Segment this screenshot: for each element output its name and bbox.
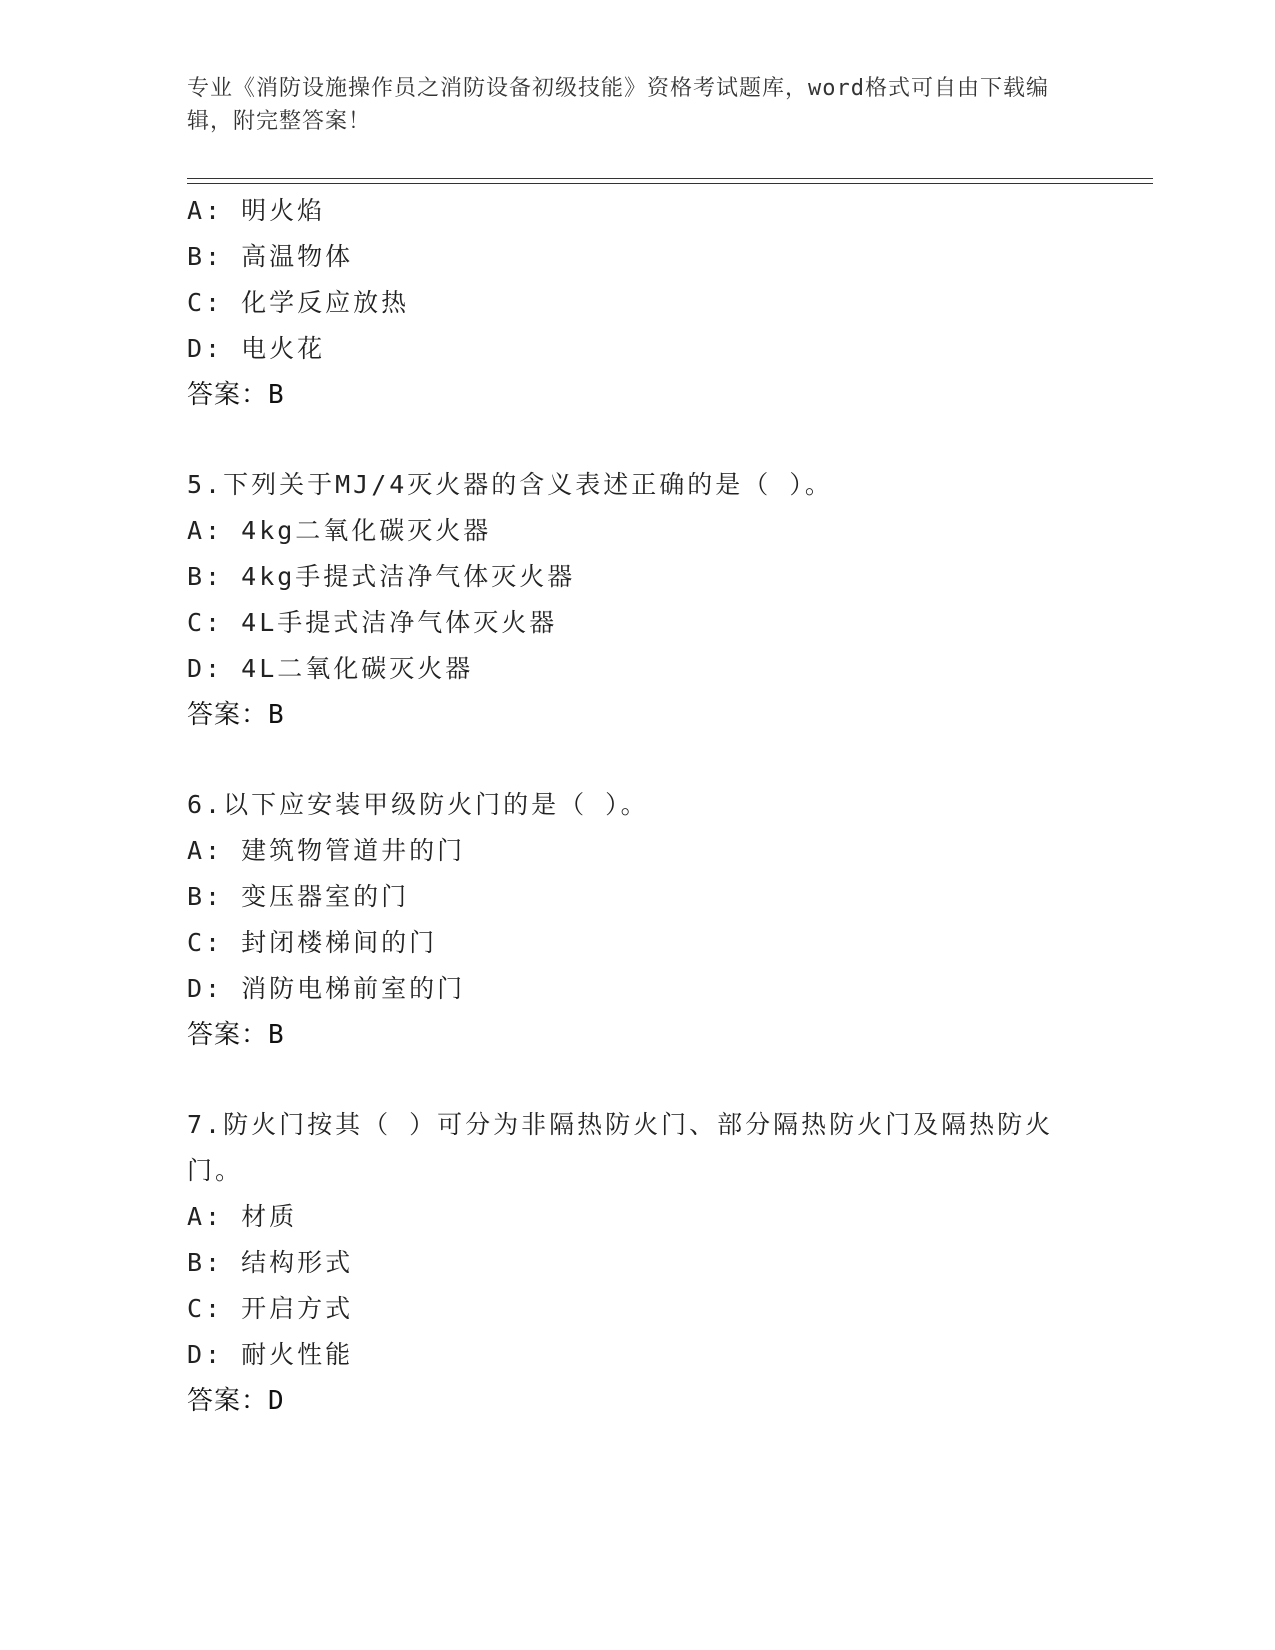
spacer [187, 418, 1087, 462]
question-5-block [187, 462, 1087, 738]
option-b: B: 高温物体 [187, 242, 354, 271]
question-text: 5.下列关于MJ/4灭火器的含义表述正确的是（ ）。 [187, 470, 833, 499]
answer-line: 答案：B [187, 380, 285, 410]
answer-line: 答案：B [187, 700, 285, 730]
document-header: 专业《消防设施操作员之消防设备初级技能》资格考试题库，word格式可自由下载编辑，附完整答案！ [187, 76, 1049, 134]
option-d: D: 消防电梯前室的门 [187, 974, 466, 1003]
header-rule-bottom [187, 183, 1153, 184]
question-text: 7.防火门按其（ ）可分为非隔热防火门、部分隔热防火门及隔热防火门。 [187, 1110, 1054, 1185]
option-a: A: 材质 [187, 1202, 298, 1231]
question-7-block [187, 1102, 1087, 1424]
option-c: C: 开启方式 [187, 1294, 354, 1323]
answer-line: 答案：D [187, 1386, 285, 1416]
question-6-block [187, 782, 1087, 1058]
question-4-block [187, 188, 1087, 418]
option-c: C: 4L手提式洁净气体灭火器 [187, 608, 558, 637]
option-d: D: 耐火性能 [187, 1340, 354, 1369]
spacer [187, 738, 1087, 782]
option-c: C: 化学反应放热 [187, 288, 410, 317]
option-b: B: 结构形式 [187, 1248, 354, 1277]
option-a: A: 建筑物管道井的门 [187, 836, 466, 865]
spacer [187, 1058, 1087, 1102]
option-b: B: 变压器室的门 [187, 882, 410, 911]
option-c: C: 封闭楼梯间的门 [187, 928, 438, 957]
option-a: A: 4kg二氧化碳灭火器 [187, 516, 492, 545]
option-d: D: 4L二氧化碳灭火器 [187, 654, 474, 683]
question-list [187, 188, 1087, 1424]
question-text: 6.以下应安装甲级防火门的是（ ）。 [187, 790, 649, 819]
option-a: A: 明火焰 [187, 196, 326, 225]
answer-line: 答案：B [187, 1020, 285, 1050]
option-d: D: 电火花 [187, 334, 326, 363]
option-b: B: 4kg手提式洁净气体灭火器 [187, 562, 576, 591]
header-rule-top [187, 178, 1153, 179]
